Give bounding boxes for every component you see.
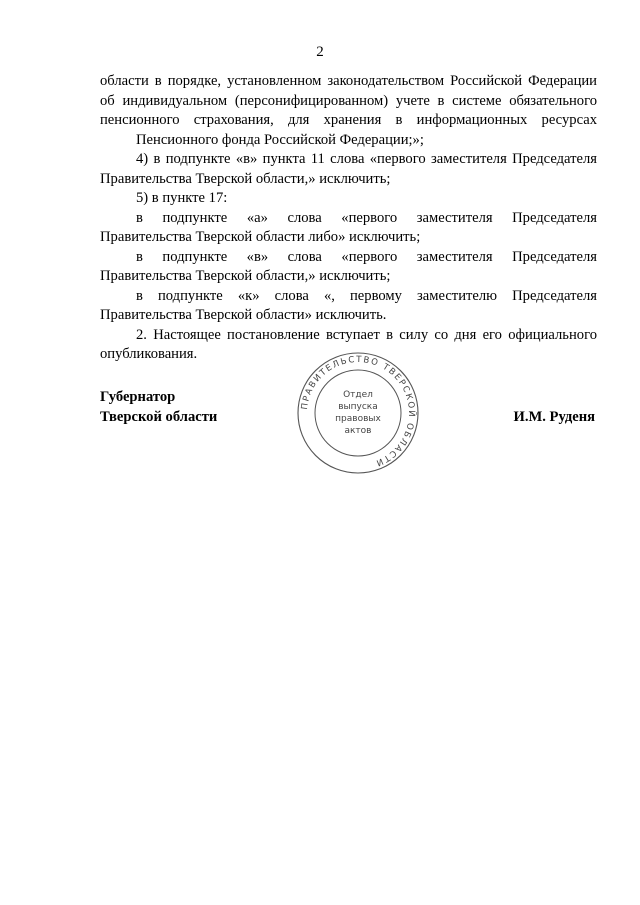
text-line: Правительства Тверской области,» исключить; [100,170,391,187]
text-line: Правительства Тверской области,» исключить; [100,268,391,284]
stamp-center-line: выпуска [338,402,378,412]
signatory-title [100,388,217,427]
stamp-outer-ring [298,353,418,473]
text-line: области в порядке, установленном законодательством Российской Федерации [100,73,597,89]
stamp-center-line: актов [344,426,372,436]
stamp-inner-ring [315,370,401,456]
signatory-title-line1: Губернатор [100,389,176,405]
text-line: 4) в подпункте «в» пункта 11 слова «первого заместителя Председателя [136,151,597,167]
signatory-title-line2: Тверской области [100,408,218,425]
text-line: опубликования. [100,346,198,362]
official-stamp [296,351,420,475]
text-line: Правительства Тверской области» исключить. [100,307,387,323]
signatory-name: И.М. Руденя [513,408,595,425]
text-line: пенсионного страхования, для хранения в информационных ресурсах [100,112,597,128]
text-line: в подпункте «к» слова «, первому заместителю Председателя [136,287,597,304]
text-line: Правительства Тверской области либо» исключить; [100,229,421,245]
text-line: 2. Настоящее постановление вступает в силу со дня его официального [136,326,597,343]
text-line: 5) в пункте 17: [136,190,228,206]
stamp-center-line: Отдел [343,390,373,400]
text-line: в подпункте «а» слова «первого заместителя Председателя [136,209,597,226]
page-number: 2 [316,44,324,60]
text-line: Пенсионного фонда Российской Федерации;»; [136,131,424,148]
document-body [100,72,597,365]
text-line: в подпункте «в» слова «первого заместителя Председателя [136,248,597,265]
stamp-center-line: правовых [335,414,381,424]
text-line: об индивидуальном (персонифицированном) учете в системе обязательного [100,92,597,109]
stamp-ring-text: ПРАВИТЕЛЬСТВО ТВЕРСКОЙ ОБЛАСТИ [300,354,417,468]
